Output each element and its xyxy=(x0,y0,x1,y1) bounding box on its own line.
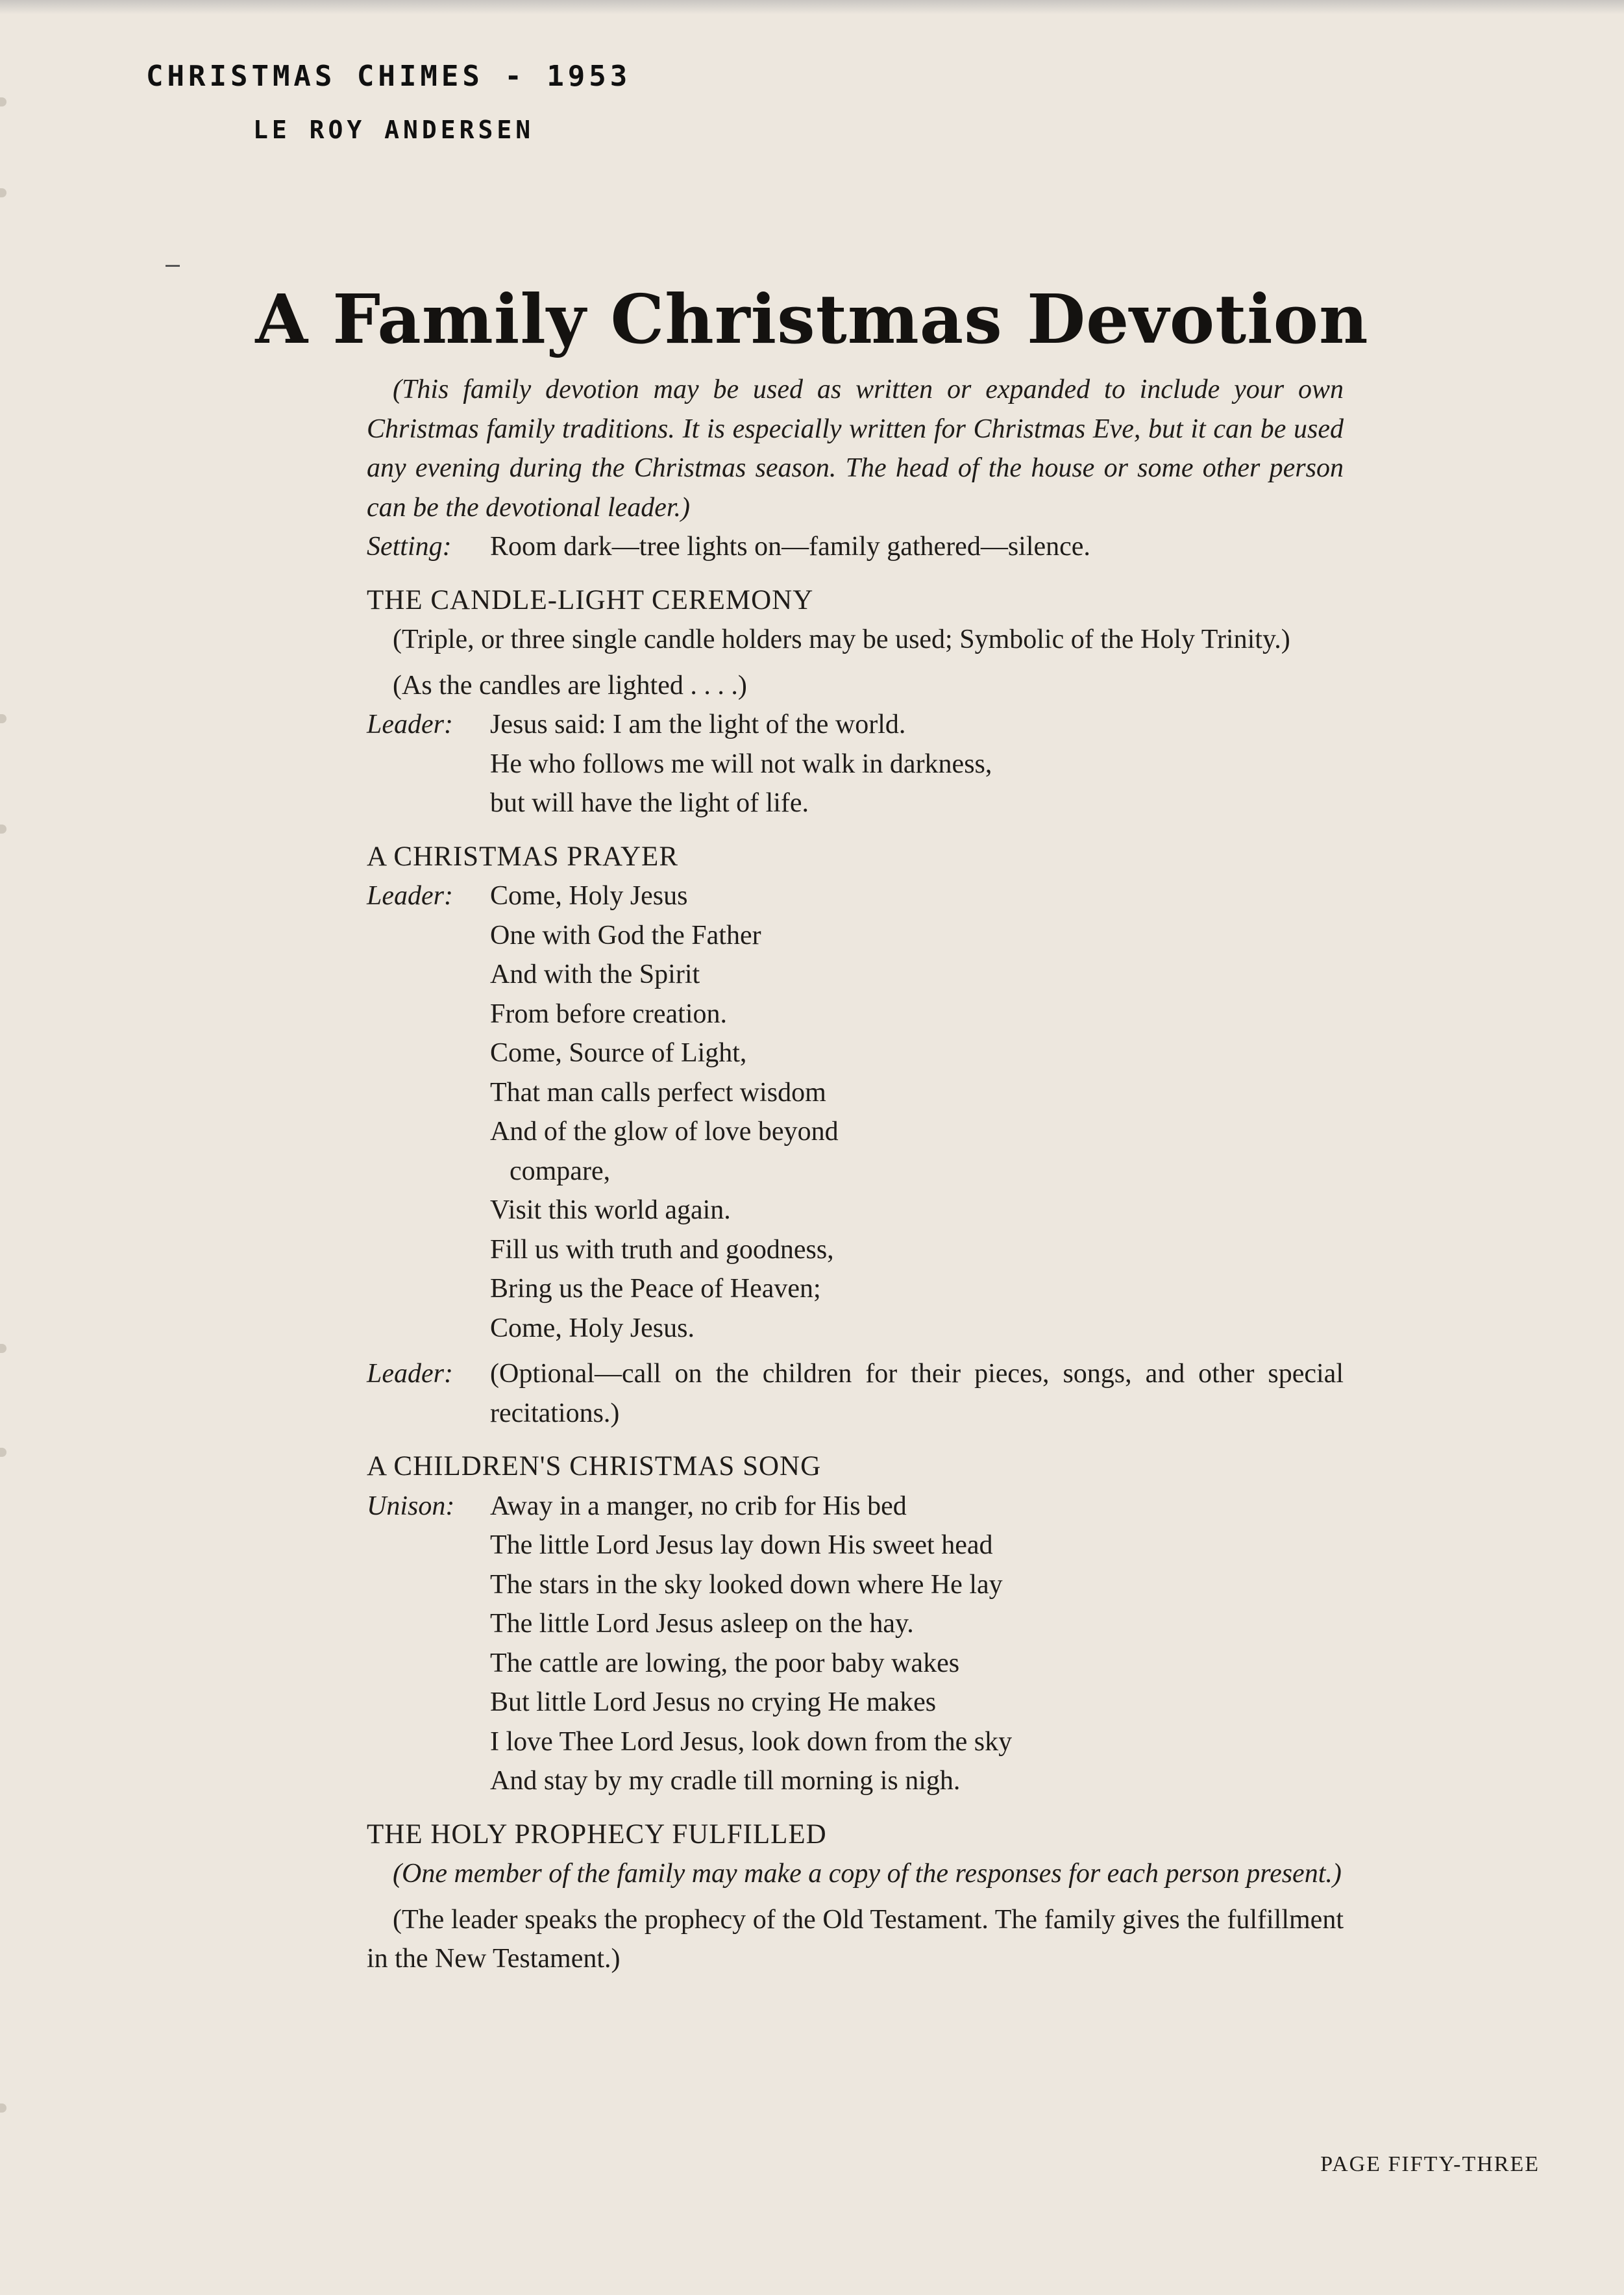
page-top-edge xyxy=(0,0,1624,14)
section-heading-song: A CHILDREN'S CHRISTMAS SONG xyxy=(367,1451,822,1482)
prayer-line: From before creation. xyxy=(490,999,728,1029)
prayer-line: compare, xyxy=(510,1156,611,1186)
section-heading-prophecy: THE HOLY PROPHECY FULFILLED xyxy=(367,1818,827,1850)
song-line: The cattle are lowing, the poor baby wakes xyxy=(490,1648,960,1678)
prayer-line: Come, Holy Jesus. xyxy=(490,1313,695,1343)
candle-note: (Triple, or three single candle holders may be used; Symbolic of the Holy Trinity.) xyxy=(393,625,1290,654)
section-heading-prayer: A CHRISTMAS PRAYER xyxy=(367,841,678,872)
song-line: The little Lord Jesus lay down His sweet head xyxy=(490,1530,993,1560)
margin-mark xyxy=(166,265,180,267)
song-line: And stay by my cradle till morning is nigh. xyxy=(490,1766,961,1796)
prayer-line: That man calls perfect wisdom xyxy=(490,1077,826,1108)
handwritten-note-publication: CHRISTMAS CHIMES - 1953 xyxy=(146,60,632,93)
setting-text: Room dark—tree lights on—family gathered—silence. xyxy=(490,532,1090,562)
verse-line: but will have the light of life. xyxy=(490,788,809,818)
page-number: PAGE FIFTY-THREE xyxy=(1320,2152,1540,2176)
prayer-line: Visit this world again. xyxy=(490,1195,731,1225)
optional-block xyxy=(367,1354,1344,1433)
setting-line xyxy=(367,527,1344,567)
prophecy-note-italic: (One member of the family may make a copy of the responses for each person present.) xyxy=(393,1859,1342,1889)
unison-label: Unison: xyxy=(367,1491,455,1521)
intro-paragraph: (This family devotion may be used as written or expanded to include your own Christmas family traditions. It is especially written for Christmas Eve, but it can be used any evening during the Christmas season. The head of the house or some other person can be the devotional leader.) xyxy=(367,375,1344,523)
prayer-line: Fill us with truth and goodness, xyxy=(490,1234,834,1265)
song-line: I love Thee Lord Jesus, look down from the sky xyxy=(490,1726,1013,1757)
leader-label: Leader: xyxy=(367,881,453,911)
section-heading-candle: THE CANDLE-LIGHT CEREMONY xyxy=(367,584,814,615)
candle-leader-block xyxy=(367,705,1344,823)
devotion-body xyxy=(367,370,1344,1979)
prayer-line: Come, Holy Jesus xyxy=(490,881,688,911)
verse-line: He who follows me will not walk in darkness, xyxy=(490,749,992,779)
song-line: The little Lord Jesus asleep on the hay. xyxy=(490,1609,914,1639)
page-title: A Family Christmas Devotion xyxy=(255,279,1369,359)
handwritten-note-name: LE ROY ANDERSEN xyxy=(253,116,535,144)
prayer-line: Bring us the Peace of Heaven; xyxy=(490,1274,821,1304)
prayer-line: And of the glow of love beyond xyxy=(490,1117,839,1147)
leader-label: Leader: xyxy=(367,710,453,739)
setting-label: Setting: xyxy=(367,532,452,562)
verse-line: Jesus said: I am the light of the world. xyxy=(490,710,906,739)
optional-text: (Optional—call on the children for their pieces, songs, and other special recitations.) xyxy=(490,1359,1344,1428)
song-block xyxy=(367,1487,1344,1801)
prophecy-note: (The leader speaks the prophecy of the Old Testament. The family gives the fulfillment in the New Testament.) xyxy=(367,1904,1344,1974)
prayer-line: One with God the Father xyxy=(490,920,761,950)
candle-note-2: (As the candles are lighted . . . .) xyxy=(393,670,747,701)
prayer-line: And with the Spirit xyxy=(490,960,700,989)
song-line: Away in a manger, no crib for His bed xyxy=(490,1491,907,1521)
prayer-block xyxy=(367,876,1344,1348)
song-line: But little Lord Jesus no crying He makes xyxy=(490,1687,937,1717)
prayer-line: Come, Source of Light, xyxy=(490,1038,747,1068)
song-line: The stars in the sky looked down where He lay xyxy=(490,1569,1003,1600)
leader-label: Leader: xyxy=(367,1359,453,1389)
